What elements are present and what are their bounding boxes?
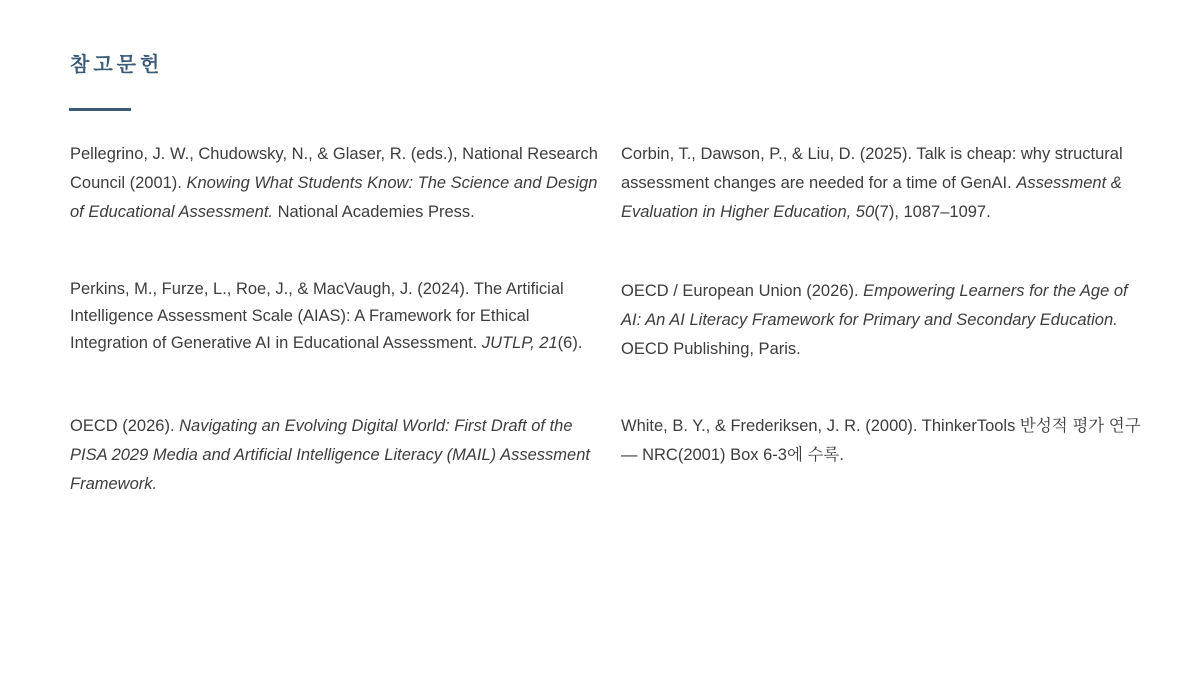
reference-title: Empowering Learners for the Age of AI: An AI Literacy Framework for Primary and Secondary Education. (621, 282, 1128, 329)
reference-text: Corbin, T., Dawson, P., & Liu, D. (2025). Talk is cheap: why structural assessment changes are needed for a time of GenAI. (621, 145, 1123, 192)
reference-text: OECD / European Union (2026). (621, 282, 864, 300)
reference-text: (7), 1087–1097. (874, 203, 991, 221)
reference-text: Perkins, M., Furze, L., Roe, J., & MacVaugh, J. (2024). The Artificial Intelligence Assessment Scale (AIAS): A Framework for Ethical Integration of Generative AI in Educational Assessment. (70, 280, 564, 352)
reference-text: (6). (557, 334, 583, 352)
reference-title: Navigating an Evolving Digital World: First Draft of the PISA 2029 Media and Artificial Intelligence Literacy (MAIL) Assessment Framework. (70, 417, 590, 493)
reference-text: OECD (2026). (70, 417, 180, 435)
title-underline (69, 108, 131, 111)
reference-item-oecd-pisa (70, 412, 600, 499)
reference-text: OECD Publishing, Paris. (621, 340, 801, 358)
reference-title: Knowing What Students Know: The Science and Design of Educational Assessment. (70, 174, 598, 221)
reference-item-corbin (621, 140, 1151, 227)
page-title: 참고문헌 (70, 52, 164, 76)
reference-title: Assessment & Evaluation in Higher Education, 50 (621, 174, 1122, 221)
reference-title: JUTLP, 21 (481, 334, 558, 352)
reference-item-white (621, 412, 1151, 470)
reference-item-oecd-eu (621, 277, 1151, 364)
reference-text: National Academies Press. (273, 203, 475, 221)
reference-text: White, B. Y., & Frederiksen, J. R. (2000). ThinkerTools 반성적 평가 연구 — NRC(2001) Box 6-3에 수록. (621, 417, 1141, 464)
reference-item-perkins (70, 276, 600, 357)
reference-text: Pellegrino, J. W., Chudowsky, N., & Glaser, R. (eds.), National Research Council (2001). (70, 145, 598, 192)
reference-item-pellegrino (70, 140, 600, 227)
